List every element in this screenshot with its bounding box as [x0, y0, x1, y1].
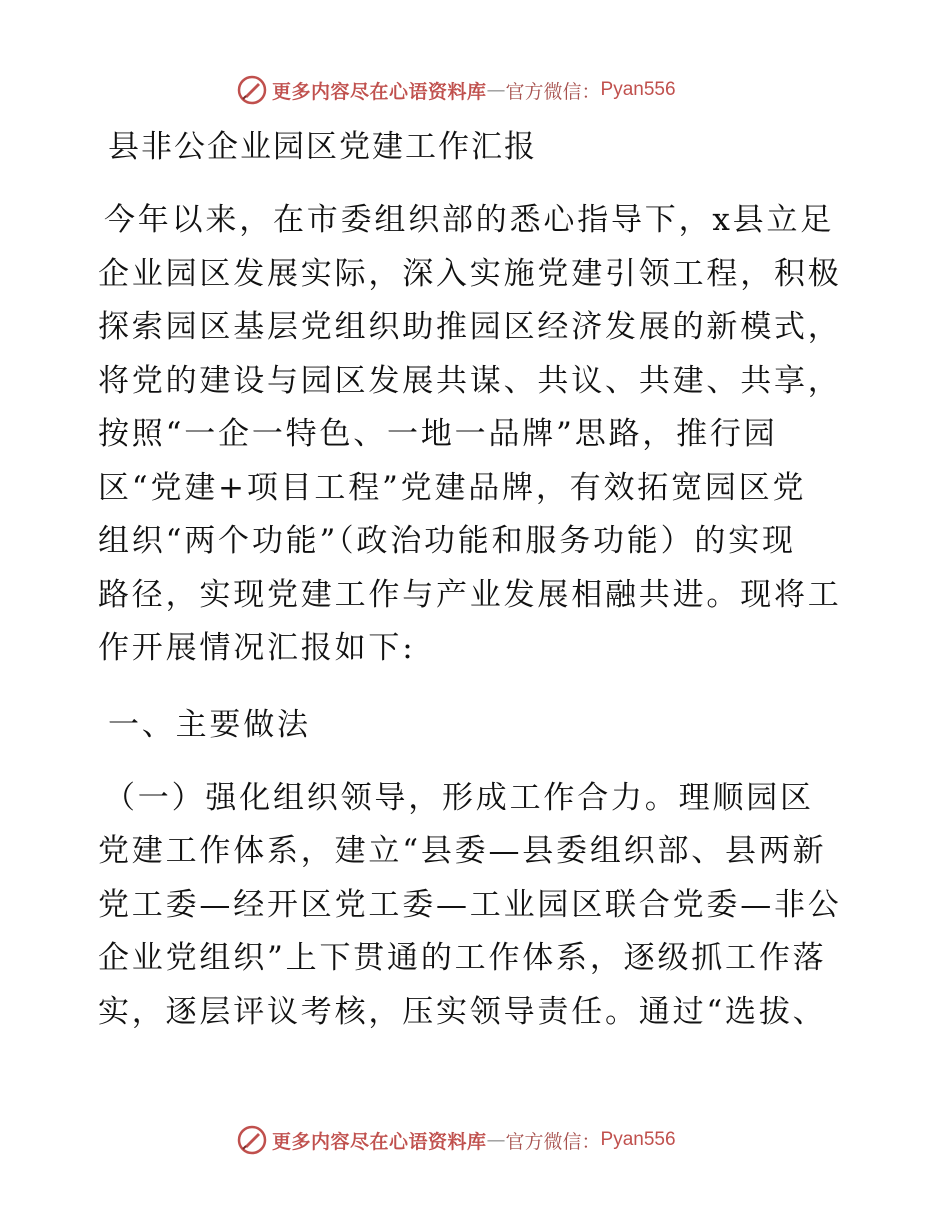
paragraph-line: 实，逐层评议考核，压实领导责任。通过“选拔、 [98, 993, 827, 1030]
watermark-separator: — [486, 1129, 506, 1151]
watermark-separator: — [486, 79, 506, 101]
section1-paragraph [98, 772, 858, 1040]
watermark-account: Pyan556 [600, 79, 676, 100]
quill-seal-icon [236, 74, 268, 106]
paragraph-line: 作开展情况汇报如下: [98, 630, 416, 666]
paragraph-line: （一）强化组织领导，形成工作合力。理顺园区 [104, 779, 814, 816]
paragraph-line: 企业党组织”上下贯通的工作体系，逐级抓工作落 [98, 940, 827, 976]
paragraph-line: 路径，实现党建工作与产业发展相融共进。现将工 [98, 576, 842, 613]
watermark-account: Pyan556 [600, 1129, 676, 1150]
paragraph-line: 探索园区基层党组织助推园区经济发展的新模式， [98, 309, 842, 345]
watermark-wechat-label: 官方微信： [505, 1130, 601, 1153]
paragraph-line: 今年以来，在市委组织部的悉心指导下，x县立足 [104, 202, 835, 238]
watermark-wechat-label: 官方微信： [505, 80, 601, 103]
watermark-brand: 更多内容尽在心语资料库 [272, 80, 487, 103]
watermark-brand: 更多内容尽在心语资料库 [272, 1130, 487, 1153]
watermark-banner-top [236, 72, 676, 108]
intro-paragraph [98, 194, 858, 676]
paragraph-line: 将党的建设与园区发展共谋、共议、共建、共享， [98, 362, 842, 399]
paragraph-line: 区“党建+项目工程”党建品牌，有效拓宽园区党 [98, 469, 807, 506]
watermark-banner-bottom [236, 1122, 676, 1158]
paragraph-line: 党工委—经开区党工委—工业园区联合党委—非公 [98, 886, 842, 923]
section-heading: 一、主要做法 [108, 706, 311, 743]
quill-seal-icon [236, 1124, 268, 1156]
document-title: 县非公企业园区党建工作汇报 [108, 129, 537, 165]
paragraph-line: 党建工作体系，建立“县委—县委组织部、县两新 [98, 833, 827, 869]
document-body [98, 122, 858, 1039]
paragraph-line: 组织“两个功能”（政治功能和服务功能）的实现 [98, 523, 796, 559]
paragraph-line: 企业园区发展实际，深入实施党建引领工程，积极 [98, 255, 842, 292]
paragraph-line: 按照“一企一特色、一地一品牌”思路，推行园 [98, 416, 778, 452]
